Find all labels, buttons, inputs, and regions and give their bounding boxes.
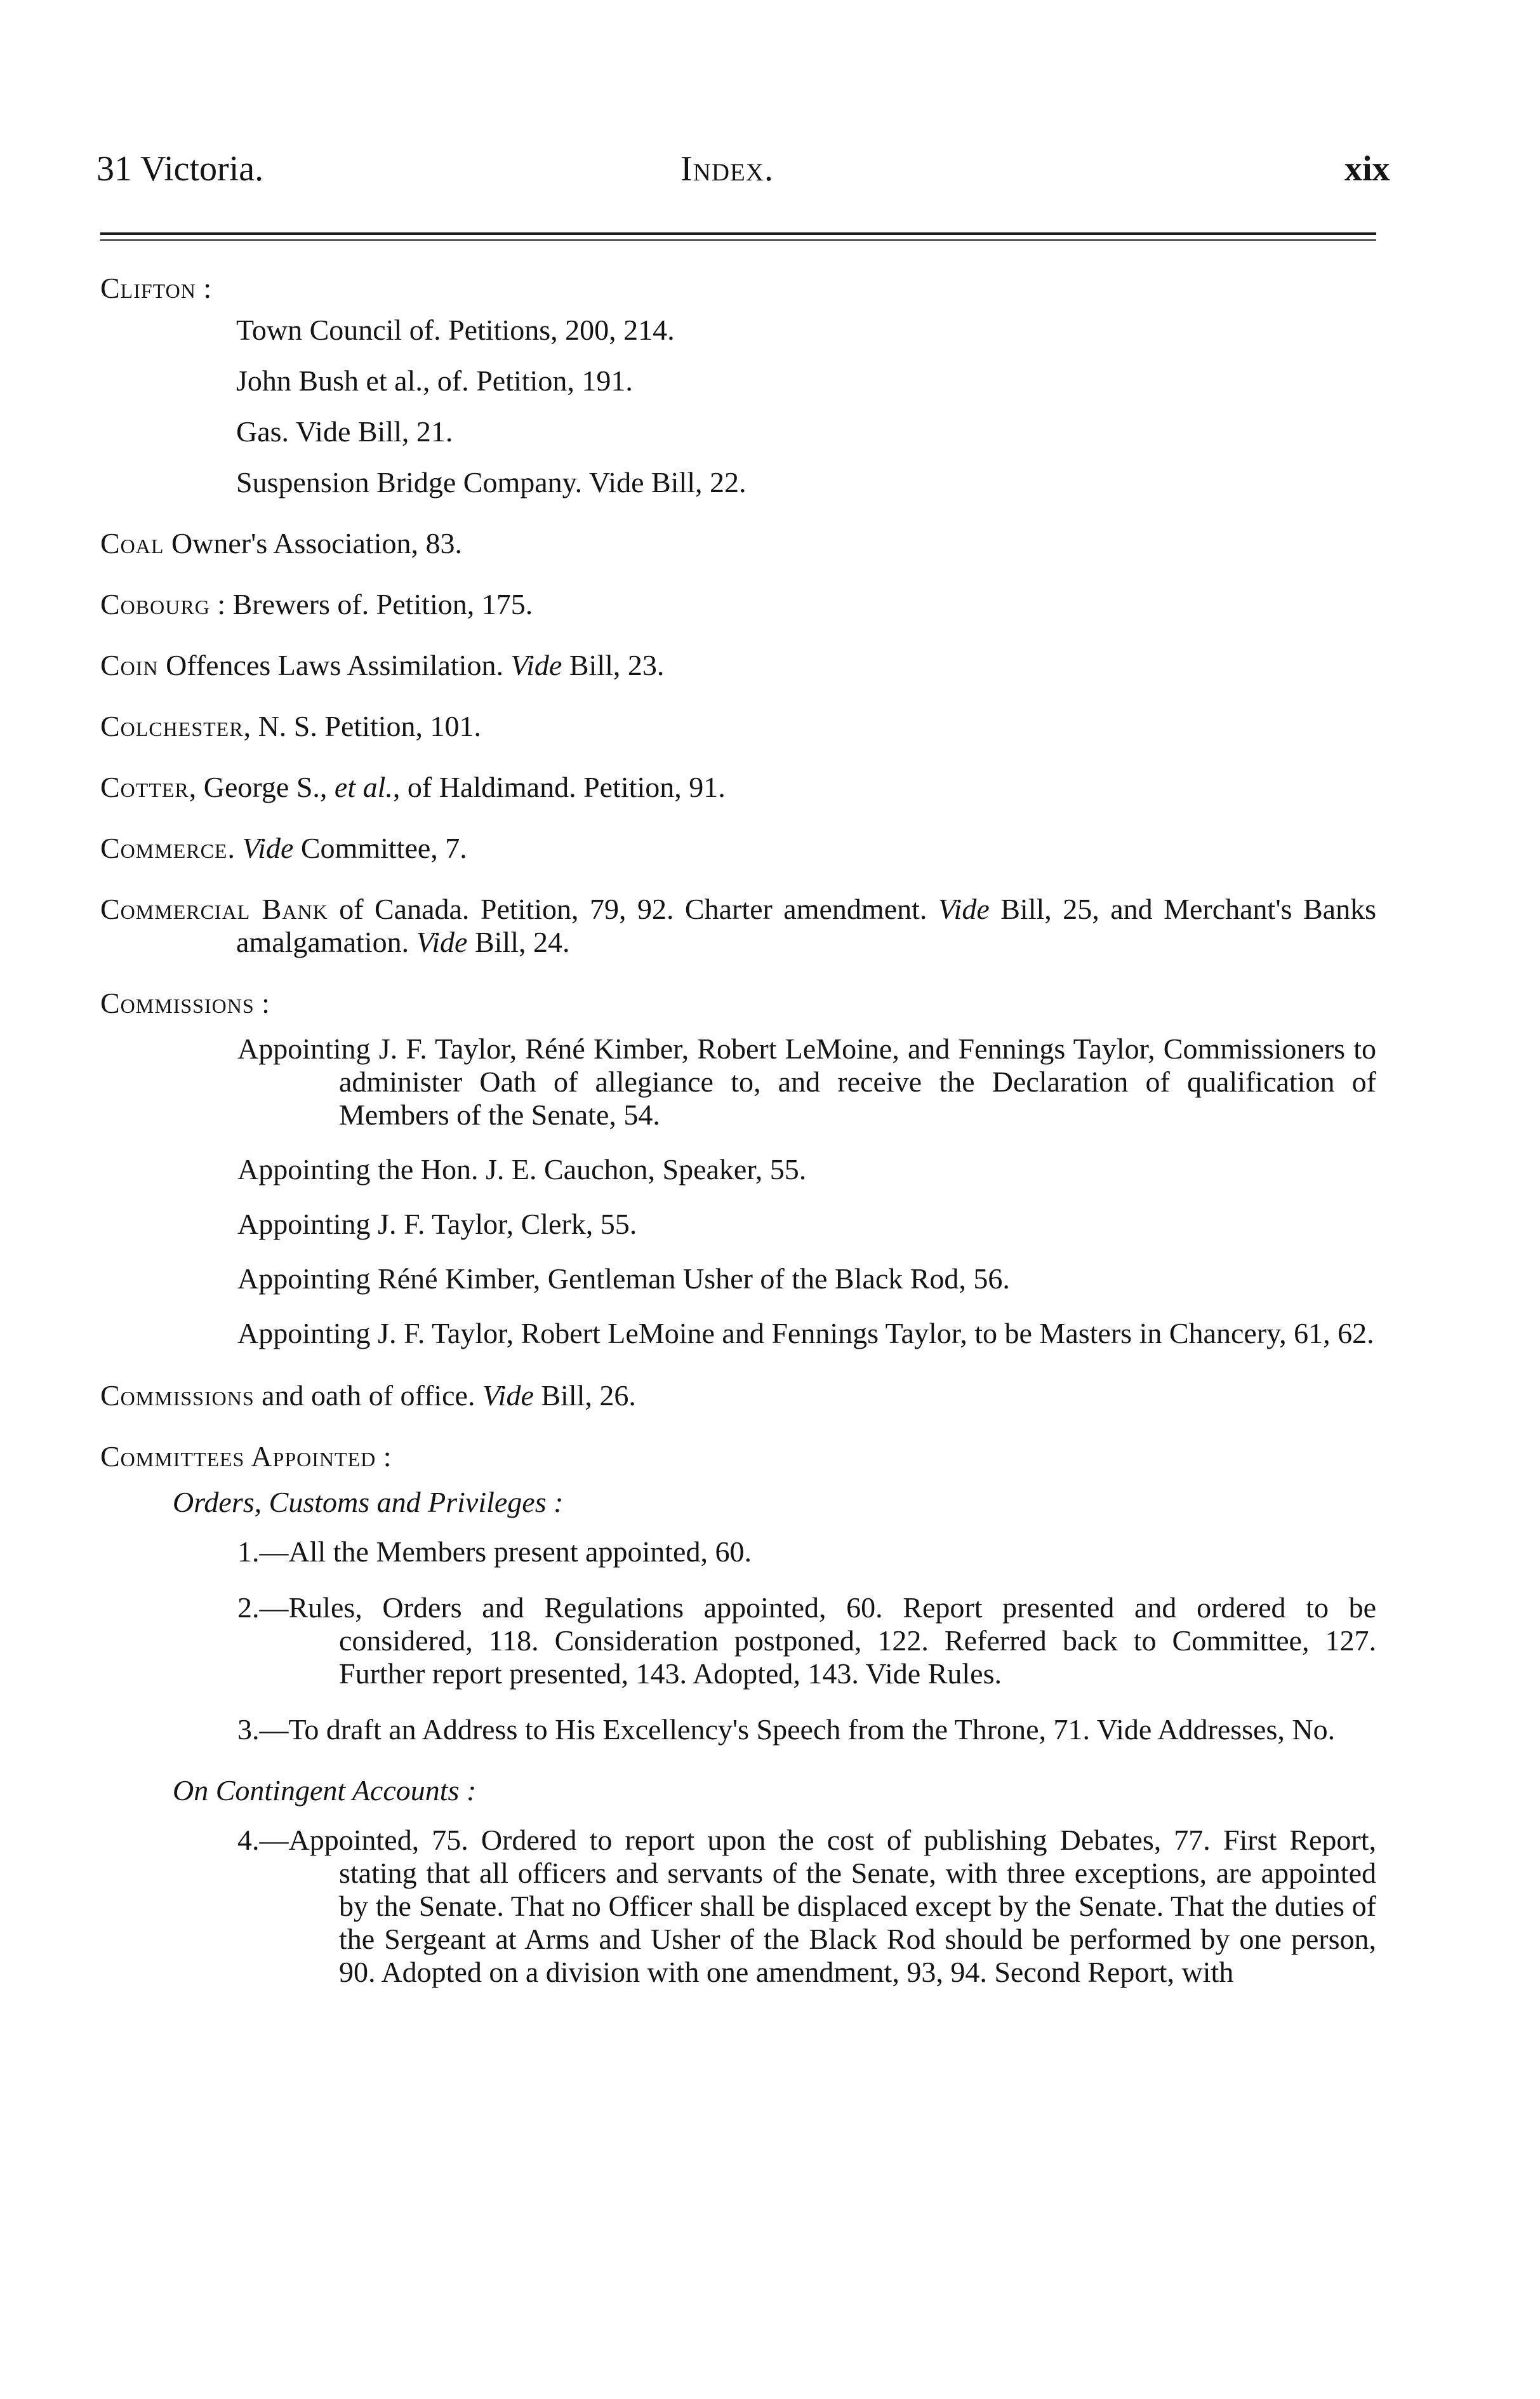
subentry: Appointing J. F. Taylor, Robert LeMoine and Fennings Taylor, to be Masters in Chancery, 61, 62. [237, 1317, 1374, 1349]
entry-commerce: Commerce. Vide Committee, 7. [100, 832, 467, 864]
entry-head: Cobourg [100, 588, 210, 620]
entry-clifton: Clifton : [100, 272, 212, 304]
entry-commissions-oath: Commissions and oath of office. Vide Bill, 26. [100, 1379, 636, 1412]
subentry: Gas. Vide Bill, 21. [236, 415, 453, 448]
running-header-left: 31 Victoria. [96, 149, 264, 189]
subentry: John Bush et al., of. Petition, 191. [236, 364, 633, 397]
entry-commissions: Commissions : [100, 987, 270, 1019]
subentry: Appointing J. F. Taylor, Réné Kimber, Robert LeMoine, and Fennings Taylor, Commissioners to administer Oath of allegiance to, and receive the Declaration of qualification of Members of the Senate, 54. [237, 1032, 1376, 1131]
entry-coal: Coal Owner's Association, 83. [100, 527, 462, 559]
entry-head: Commissions [100, 1379, 255, 1412]
committee-subheading: Orders, Customs and Privileges : [173, 1486, 564, 1518]
entry-head: Clifton [100, 272, 196, 304]
entry-head: Coin [100, 649, 159, 681]
subentry: Town Council of. Petitions, 200, 214. [236, 314, 675, 346]
header-rule [100, 232, 1376, 235]
committee-item: 1.—All the Members present appointed, 60. [237, 1535, 752, 1568]
page-number: xix [1344, 149, 1390, 189]
entry-head: Commercial Bank [100, 893, 328, 925]
entry-coin: Coin Offences Laws Assimilation. Vide Bill, 23. [100, 649, 665, 681]
entry-head: Commerce [100, 832, 228, 864]
committee-item: 2.—Rules, Orders and Regulations appointed, 60. Report presented and ordered to be considered, 118. Consideration postponed, 122. Referred back to Committee, 127. Further report presented, 143. Adopted, 143. Vide Rules. [237, 1591, 1376, 1690]
entry-colchester: Colchester, N. S. Petition, 101. [100, 710, 482, 742]
entry-head: Colchester [100, 710, 244, 742]
entry-committees: Committees Appointed : [100, 1440, 392, 1473]
entry-head: Commissions [100, 987, 255, 1019]
entry-commercial-bank: Commercial Bank of Canada. Petition, 79, 92. Charter amendment. Vide Bill, 25, and Merchant's Banks amalgamation. Vide Bill, 24. [100, 893, 1376, 958]
running-header-title: Index. [680, 149, 774, 189]
entry-head: Cotter [100, 771, 189, 803]
entry-head: Committees Appointed [100, 1440, 376, 1473]
committee-subheading: On Contingent Accounts : [173, 1774, 477, 1807]
subentry: Appointing the Hon. J. E. Cauchon, Speaker, 55. [237, 1153, 807, 1186]
index-body [100, 272, 1376, 2012]
committee-item: 4.—Appointed, 75. Ordered to report upon the cost of publishing Debates, 77. First Report, stating that all officers and servants of the Senate, with three exceptions, are appointed by the Senate. That no Officer shall be displaced except by the Senate. That the duties of the Sergeant at Arms and Usher of the Black Rod should be performed by one person, 90. Adopted on a division with one amendment, 93, 94. Second Report, with [237, 1824, 1376, 1988]
header-rule-thin [100, 239, 1376, 241]
subentry: Appointing Réné Kimber, Gentleman Usher of the Black Rod, 56. [237, 1262, 1010, 1295]
committee-item: 3.—To draft an Address to His Excellency's Speech from the Throne, 71. Vide Addresses, No. [237, 1713, 1336, 1746]
entry-head: Coal [100, 527, 164, 559]
subentry: Suspension Bridge Company. Vide Bill, 22. [236, 466, 747, 498]
entry-cotter: Cotter, George S., et al., of Haldimand. Petition, 91. [100, 771, 726, 803]
subentry: Appointing J. F. Taylor, Clerk, 55. [237, 1208, 637, 1240]
entry-cobourg: Cobourg : Brewers of. Petition, 175. [100, 588, 533, 620]
